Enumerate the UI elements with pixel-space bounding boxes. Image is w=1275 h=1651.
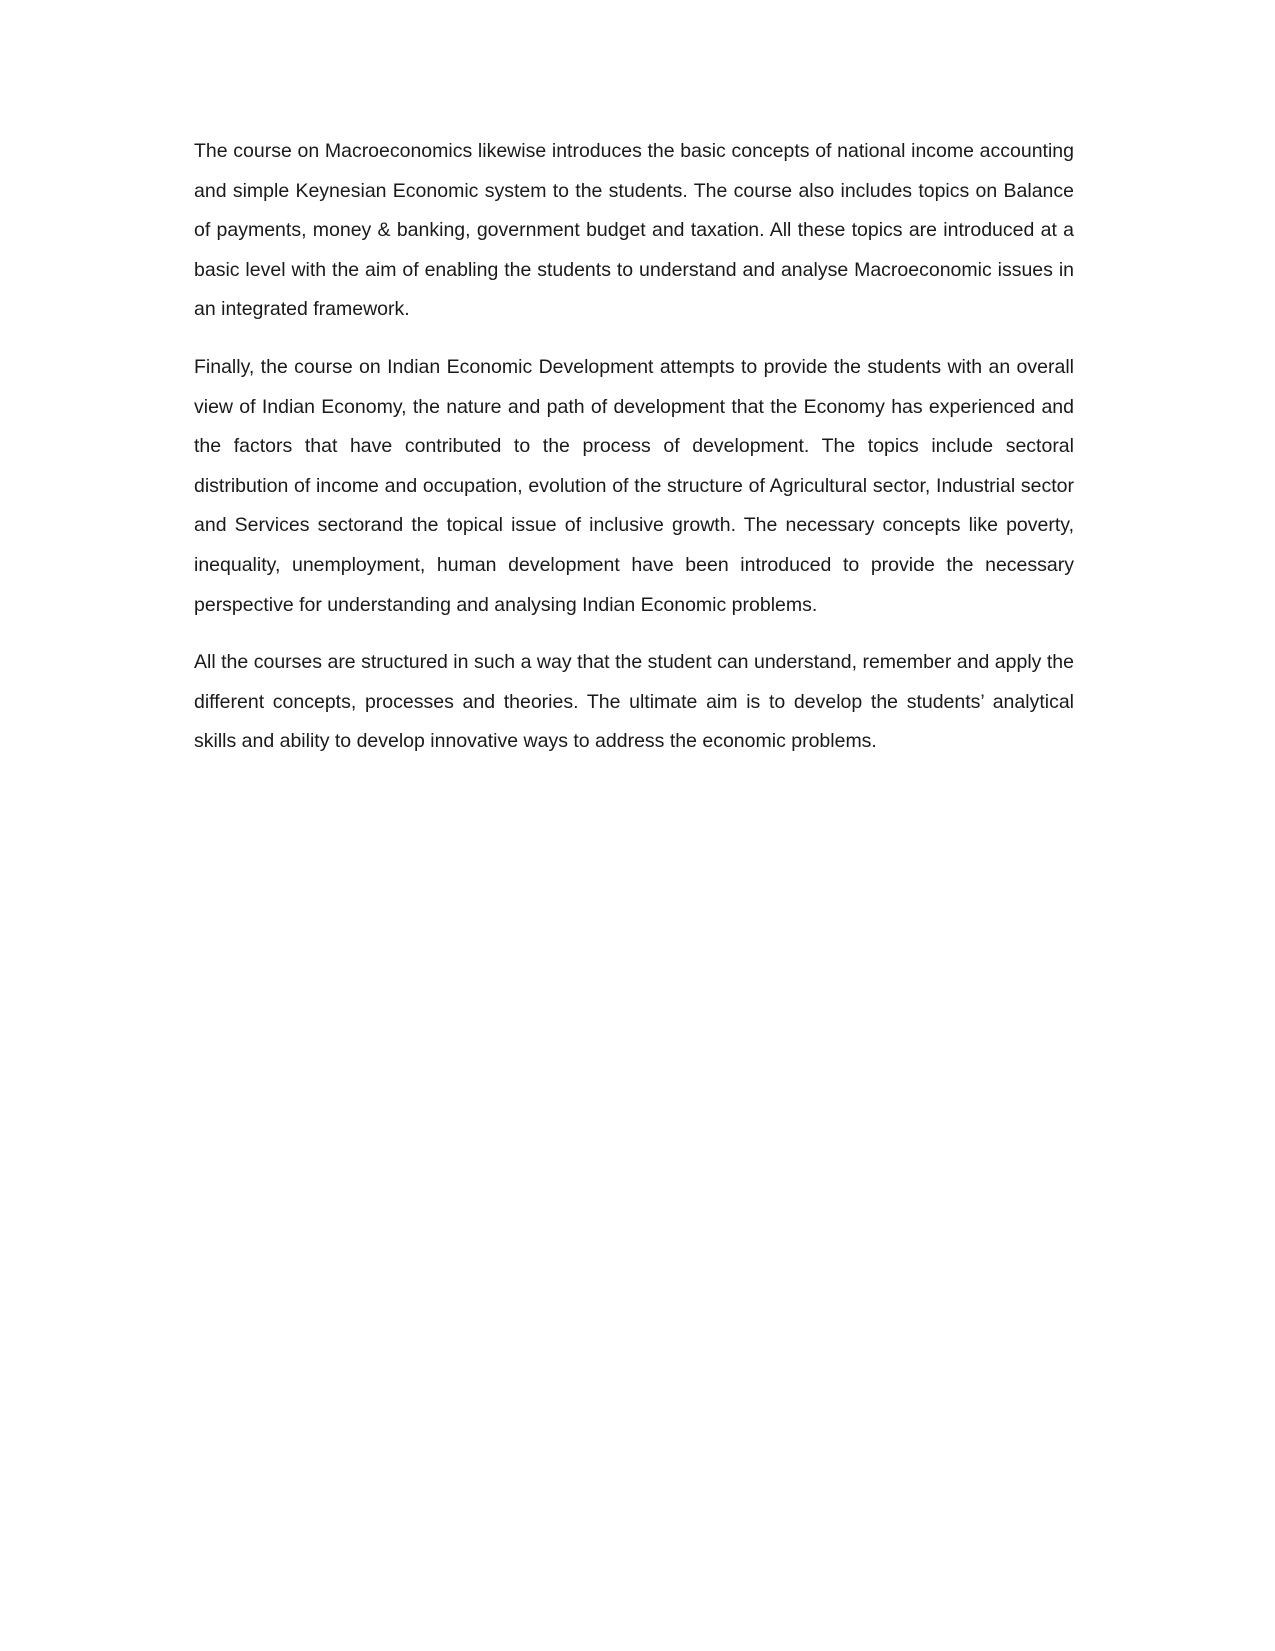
paragraph-indian-economic-development: Finally, the course on Indian Economic Development attempts to provide the students with an overall view of Indian Economy, the nature and path of development that the Economy has experienced and the factors that have contributed to the process of development. The topics include sectoral distribution of income and occupation, evolution of the structure of Agricultural sector, Industrial sector and Services sectorand the topical issue of inclusive growth. The necessary concepts like poverty, inequality, unemployment, human development have been introduced to provide the necessary perspective for understanding and analysing Indian Economic problems.: [194, 355, 1074, 616]
paragraph-macroeconomics: The course on Macroeconomics likewise introduces the basic concepts of national income accounting and simple Keynesian Economic system to the students. The course also includes topics on Balance of payments, money & banking, government budget and taxation. All these topics are introduced at a basic level with the aim of enabling the students to understand and analyse Macroeconomic issues in an integrated framework.: [194, 140, 1074, 321]
document-body: [194, 132, 1074, 780]
paragraph-course-structure: All the courses are structured in such a way that the student can understand, remember and apply the different concepts, processes and theories. The ultimate aim is to develop the students’ analytical skills and ability to develop innovative ways to address the economic problems.: [194, 651, 1074, 753]
